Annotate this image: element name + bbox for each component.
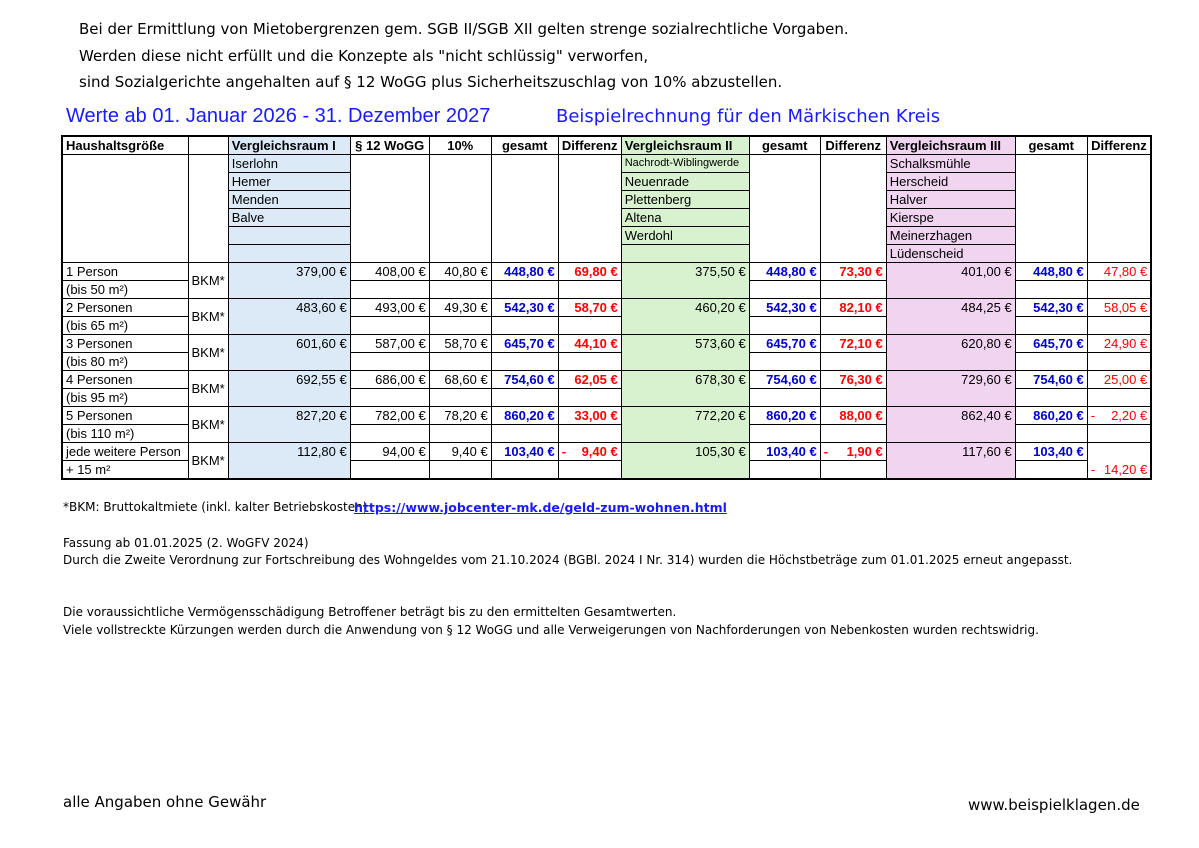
value-10-percent: 9,40 €: [429, 443, 491, 461]
town-vergleichsraum-1: Iserlohn: [228, 155, 350, 173]
value-10-percent: 40,80 €: [429, 263, 491, 281]
differenz-1-blank: [558, 155, 621, 263]
website: www.beispielklagen.de: [968, 796, 1140, 814]
gesamt-2-blank: [749, 461, 820, 480]
town-vergleichsraum-1: Hemer: [228, 173, 350, 191]
wogg-blank: [350, 281, 429, 299]
value-wogg: 493,00 €: [350, 299, 429, 317]
p10-blank: [429, 389, 491, 407]
town-vergleichsraum-2: Plettenberg: [621, 191, 749, 209]
value-differenz-3: [1087, 371, 1151, 389]
differenz-1-blank: [558, 461, 621, 480]
household-area: (bis 95 m²): [62, 389, 188, 407]
disclaimer: alle Angaben ohne Gewähr: [63, 793, 267, 811]
value-gesamt-3: 860,20 €: [1015, 407, 1087, 425]
value-gesamt-3: 542,30 €: [1015, 299, 1087, 317]
wogg-blank: [350, 353, 429, 371]
value-differenz-2: [820, 335, 886, 353]
fassung-text: Durch die Zweite Verordnung zur Fortschreibung des Wohngeldes vom 21.10.2024 (BGBl. 2024 I Nr. 314) wurden die Höchstbeträge zum 01.01.2025 erneut angepasst.: [63, 553, 1073, 567]
minus-sign: -: [823, 444, 829, 459]
household-size: 4 Personen: [62, 371, 188, 389]
town-vergleichsraum-3: Lüdenscheid: [886, 245, 1015, 263]
gesamt-2-blank: [749, 353, 820, 371]
header-vergleichsraum-1: Vergleichsraum I: [228, 136, 350, 155]
value-differenz-1: [558, 263, 621, 281]
header-gesamt-2: gesamt: [749, 136, 820, 155]
table-row: [62, 299, 1151, 317]
value-gesamt-2: 860,20 €: [749, 407, 820, 425]
value-vergleichsraum-1: 827,20 €: [228, 407, 350, 443]
header-empty: [188, 136, 228, 155]
header-differenz-1: Differenz: [558, 136, 621, 155]
value-differenz-1: [558, 443, 621, 461]
header-gesamt-1: gesamt: [491, 136, 558, 155]
value-gesamt-1: 448,80 €: [491, 263, 558, 281]
household-area: (bis 50 m²): [62, 281, 188, 299]
gesamt-2-blank: [749, 425, 820, 443]
gesamt-1-blank: [491, 155, 558, 263]
p10-blank: [429, 155, 491, 263]
rent-type: BKM*: [188, 335, 228, 371]
town-vergleichsraum-3: Halver: [886, 191, 1015, 209]
value-vergleichsraum-2: 460,20 €: [621, 299, 749, 335]
town-vergleichsraum-2: Neuenrade: [621, 173, 749, 191]
header-gesamt-3: gesamt: [1015, 136, 1087, 155]
wogg-blank: [350, 317, 429, 335]
difference-value: 44,10 €: [574, 336, 618, 351]
value-differenz-1: [558, 371, 621, 389]
differenz-3-blank: [1087, 389, 1151, 407]
difference-value: 33,00 €: [574, 408, 618, 423]
intro-line-1: Bei der Ermittlung von Mietobergrenzen gem. SGB II/SGB XII gelten strenge sozialrechtliche Vorgaben.: [79, 20, 849, 38]
table-row: [62, 443, 1151, 461]
gesamt-1-blank: [491, 353, 558, 371]
value-vergleichsraum-1: 692,55 €: [228, 371, 350, 407]
value-gesamt-1: 860,20 €: [491, 407, 558, 425]
value-10-percent: 49,30 €: [429, 299, 491, 317]
gesamt-2-blank: [749, 317, 820, 335]
header-10-percent: 10%: [429, 136, 491, 155]
example-title: Beispielrechnung für den Märkischen Kreis: [556, 106, 941, 127]
difference-value: 47,80 €: [1103, 264, 1148, 279]
value-vergleichsraum-1: 601,60 €: [228, 335, 350, 371]
town-vergleichsraum-2: [621, 245, 749, 263]
p10-blank: [429, 281, 491, 299]
value-gesamt-2: 448,80 €: [749, 263, 820, 281]
value-differenz-2: [820, 371, 886, 389]
differenz-1-blank: [558, 317, 621, 335]
difference-value: 73,30 €: [839, 264, 883, 279]
gesamt-2-blank: [749, 281, 820, 299]
household-area: (bis 65 m²): [62, 317, 188, 335]
value-differenz-3: [1087, 443, 1151, 480]
rent-table: [61, 135, 1152, 480]
value-differenz-2: [820, 299, 886, 317]
value-vergleichsraum-3: 117,60 €: [886, 443, 1015, 480]
value-gesamt-1: 645,70 €: [491, 335, 558, 353]
value-gesamt-2: 754,60 €: [749, 371, 820, 389]
gesamt-1-blank: [491, 389, 558, 407]
town-vergleichsraum-2: Nachrodt-Wiblingwerde: [621, 155, 749, 173]
minus-sign: -: [1090, 408, 1096, 423]
intro-line-3: sind Sozialgerichte angehalten auf § 12 WoGG plus Sicherheitszuschlag von 10% abzustellen.: [79, 73, 783, 91]
difference-value: 2,20 €: [1111, 408, 1148, 423]
household-area: (bis 110 m²): [62, 425, 188, 443]
value-differenz-3: [1087, 407, 1151, 425]
gesamt-1-blank: [491, 281, 558, 299]
value-gesamt-1: 542,30 €: [491, 299, 558, 317]
gesamt-2-blank: [749, 389, 820, 407]
differenz-2-blank: [820, 281, 886, 299]
header-differenz-2: Differenz: [820, 136, 886, 155]
differenz-2-blank: [820, 425, 886, 443]
differenz-2-blank: [820, 389, 886, 407]
value-10-percent: 68,60 €: [429, 371, 491, 389]
header-vergleichsraum-3: Vergleichsraum III: [886, 136, 1015, 155]
differenz-2-blank: [820, 155, 886, 263]
wogg-blank: [350, 389, 429, 407]
table-row: [62, 335, 1151, 353]
value-vergleichsraum-2: 105,30 €: [621, 443, 749, 480]
value-vergleichsraum-1: 483,60 €: [228, 299, 350, 335]
value-vergleichsraum-1: 379,00 €: [228, 263, 350, 299]
household-size: 2 Personen: [62, 299, 188, 317]
household-size: jede weitere Person: [62, 443, 188, 461]
town-vergleichsraum-2: Werdohl: [621, 227, 749, 245]
value-wogg: 408,00 €: [350, 263, 429, 281]
value-differenz-2: [820, 263, 886, 281]
difference-value: 69,80 €: [574, 264, 618, 279]
town-vergleichsraum-3: Herscheid: [886, 173, 1015, 191]
gesamt-3-blank: [1015, 353, 1087, 371]
p10-blank: [429, 353, 491, 371]
gesamt-3-blank: [1015, 425, 1087, 443]
header-vergleichsraum-2: Vergleichsraum II: [621, 136, 749, 155]
value-gesamt-3: 103,40 €: [1015, 443, 1087, 461]
household-area: (bis 80 m²): [62, 353, 188, 371]
differenz-2-blank: [820, 461, 886, 480]
value-gesamt-1: 103,40 €: [491, 443, 558, 461]
gesamt-3-blank: [1015, 281, 1087, 299]
jobcenter-link[interactable]: https://www.jobcenter-mk.de/geld-zum-wohnen.html: [354, 500, 727, 515]
value-wogg: 94,00 €: [350, 443, 429, 461]
differenz-3-blank: [1087, 353, 1151, 371]
difference-value: 88,00 €: [839, 408, 883, 423]
town-vergleichsraum-2: Altena: [621, 209, 749, 227]
value-vergleichsraum-3: 401,00 €: [886, 263, 1015, 299]
differenz-3-blank: [1087, 155, 1151, 263]
differenz-3-blank: [1087, 317, 1151, 335]
household-size-blank: [62, 155, 188, 263]
value-wogg: 782,00 €: [350, 407, 429, 425]
gesamt-3-blank: [1015, 461, 1087, 480]
damage-line-1: Die voraussichtliche Vermögensschädigung Betroffener beträgt bis zu den ermittelten Gesamtwerten.: [63, 605, 677, 619]
differenz-1-blank: [558, 353, 621, 371]
value-vergleichsraum-3: 484,25 €: [886, 299, 1015, 335]
differenz-2-blank: [820, 317, 886, 335]
difference-value: 82,10 €: [839, 300, 883, 315]
differenz-1-blank: [558, 425, 621, 443]
rent-type: BKM*: [188, 371, 228, 407]
differenz-3-blank: [1087, 425, 1151, 443]
validity-title: Werte ab 01. Januar 2026 - 31. Dezember 2027: [66, 105, 491, 127]
damage-line-2: Viele vollstreckte Kürzungen werden durch die Anwendung von § 12 WoGG und alle Verweigerungen von Nachforderungen von Nebenkosten wurden rechtswidrig.: [63, 623, 1039, 637]
fassung-title: Fassung ab 01.01.2025 (2. WoGFV 2024): [63, 536, 309, 550]
intro-line-2: Werden diese nicht erfüllt und die Konzepte als "nicht schlüssig" verworfen,: [79, 47, 649, 65]
difference-value: 58,05 €: [1103, 300, 1148, 315]
difference-value: 24,90 €: [1103, 336, 1148, 351]
value-differenz-3: [1087, 299, 1151, 317]
value-wogg: 587,00 €: [350, 335, 429, 353]
table-row: [62, 371, 1151, 389]
wogg-blank: [350, 461, 429, 480]
town-vergleichsraum-3: Schalksmühle: [886, 155, 1015, 173]
difference-value: 14,20 €: [1103, 462, 1148, 477]
value-differenz-1: [558, 335, 621, 353]
household-size: 3 Personen: [62, 335, 188, 353]
header-haushaltsgroesse: Haushaltsgröße: [62, 136, 188, 155]
header-wogg: § 12 WoGG: [350, 136, 429, 155]
value-10-percent: 78,20 €: [429, 407, 491, 425]
bkm-footnote: *BKM: Bruttokaltmiete (inkl. kalter Betriebskosten): [63, 500, 368, 514]
wogg-blank: [350, 425, 429, 443]
gesamt-2-blank: [749, 155, 820, 263]
value-differenz-3: [1087, 335, 1151, 353]
value-gesamt-1: 754,60 €: [491, 371, 558, 389]
value-wogg: 686,00 €: [350, 371, 429, 389]
value-gesamt-3: 448,80 €: [1015, 263, 1087, 281]
rent-type: BKM*: [188, 299, 228, 335]
value-differenz-1: [558, 407, 621, 425]
gesamt-1-blank: [491, 425, 558, 443]
difference-value: 9,40 €: [581, 444, 618, 459]
value-vergleichsraum-3: 620,80 €: [886, 335, 1015, 371]
difference-value: 58,70 €: [574, 300, 618, 315]
value-gesamt-3: 645,70 €: [1015, 335, 1087, 353]
difference-value: 25,00 €: [1103, 372, 1148, 387]
gesamt-1-blank: [491, 461, 558, 480]
wogg-blank: [350, 155, 429, 263]
value-vergleichsraum-2: 678,30 €: [621, 371, 749, 407]
household-size: 1 Person: [62, 263, 188, 281]
type-blank: [188, 155, 228, 263]
household-size: 5 Personen: [62, 407, 188, 425]
gesamt-3-blank: [1015, 155, 1087, 263]
difference-value: 72,10 €: [839, 336, 883, 351]
household-area: + 15 m²: [62, 461, 188, 480]
value-differenz-2: [820, 407, 886, 425]
town-vergleichsraum-3: Kierspe: [886, 209, 1015, 227]
gesamt-3-blank: [1015, 389, 1087, 407]
value-vergleichsraum-2: 573,60 €: [621, 335, 749, 371]
p10-blank: [429, 425, 491, 443]
value-vergleichsraum-3: 729,60 €: [886, 371, 1015, 407]
value-vergleichsraum-2: 772,20 €: [621, 407, 749, 443]
value-vergleichsraum-2: 375,50 €: [621, 263, 749, 299]
difference-value: 62,05 €: [574, 372, 618, 387]
minus-sign: -: [1090, 462, 1096, 477]
value-gesamt-2: 103,40 €: [749, 443, 820, 461]
header-differenz-3: Differenz: [1087, 136, 1151, 155]
gesamt-3-blank: [1015, 317, 1087, 335]
town-vergleichsraum-1: Balve: [228, 209, 350, 227]
town-row: [62, 155, 1151, 173]
p10-blank: [429, 317, 491, 335]
value-gesamt-3: 754,60 €: [1015, 371, 1087, 389]
rent-type: BKM*: [188, 407, 228, 443]
value-gesamt-2: 645,70 €: [749, 335, 820, 353]
p10-blank: [429, 461, 491, 480]
table-row: [62, 263, 1151, 281]
difference-value: 1,90 €: [846, 444, 883, 459]
town-vergleichsraum-1: Menden: [228, 191, 350, 209]
value-10-percent: 58,70 €: [429, 335, 491, 353]
value-gesamt-2: 542,30 €: [749, 299, 820, 317]
differenz-1-blank: [558, 281, 621, 299]
minus-sign: -: [561, 444, 567, 459]
value-vergleichsraum-1: 112,80 €: [228, 443, 350, 480]
rent-type: BKM*: [188, 263, 228, 299]
difference-value: 76,30 €: [839, 372, 883, 387]
header-row: [62, 136, 1151, 155]
rent-type: BKM*: [188, 443, 228, 480]
town-vergleichsraum-3: Meinerzhagen: [886, 227, 1015, 245]
value-differenz-1: [558, 299, 621, 317]
value-differenz-3: [1087, 263, 1151, 281]
differenz-1-blank: [558, 389, 621, 407]
value-differenz-2: [820, 443, 886, 461]
differenz-2-blank: [820, 353, 886, 371]
town-vergleichsraum-1: [228, 245, 350, 263]
gesamt-1-blank: [491, 317, 558, 335]
differenz-3-blank: [1087, 281, 1151, 299]
town-vergleichsraum-1: [228, 227, 350, 245]
value-vergleichsraum-3: 862,40 €: [886, 407, 1015, 443]
table-row: [62, 407, 1151, 425]
